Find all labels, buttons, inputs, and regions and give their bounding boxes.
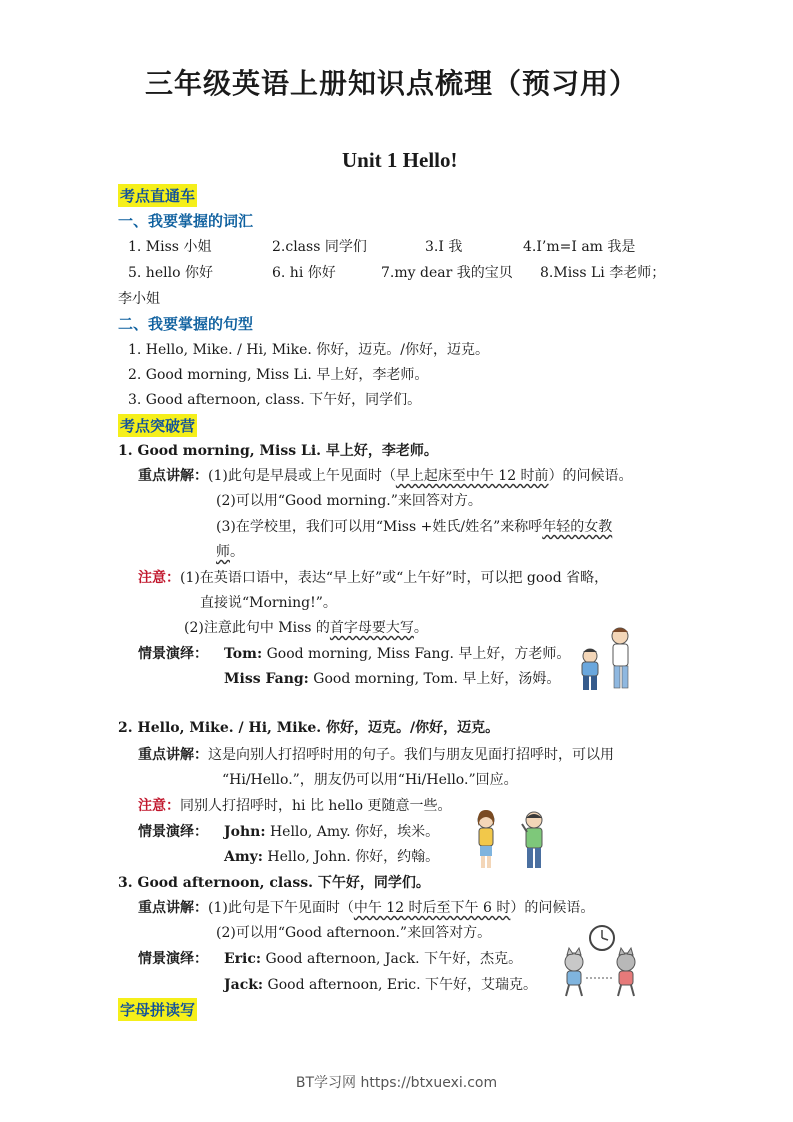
key-explanation: 重点讲解：(1)此句是下午见面时（中午 12 时后至下午 6 时）的问候语。 [138,900,595,916]
dialogue-line: Tom: Good morning, Miss Fang. 早上好，方老师。 [224,646,571,662]
key-explanation-line: (2)可以用“Good afternoon.”来回答对方。 [216,925,492,941]
scene-label: 情景演绎： [138,824,208,840]
vocab-item: 2.class 同学们 [272,239,367,255]
dialogue-line: Amy: Hello, John. 你好，约翰。 [224,849,440,865]
point-heading: 1. Good morning, Miss Li. 早上好，李老师。 [118,443,438,459]
point-heading: 3. Good afternoon, class. 下午好，同学们。 [118,875,430,891]
key-explanation-line: (2)可以用“Good morning.”来回答对方。 [216,493,482,509]
note: 注意：同别人打招呼时，hi 比 hello 更随意一些。 [138,798,452,814]
key-explanation-line: (3)在学校里，我们可以用“Miss +姓氏/姓名”来称呼年轻的女教 [216,519,613,535]
point-heading: 2. Hello, Mike. / Hi, Mike. 你好，迈克。/你好，迈克。 [118,720,500,736]
vocab-item: 3.I 我 [425,239,463,255]
sentence-heading: 二、我要掌握的句型 [118,315,254,333]
sentence-item: 1. Hello, Mike. / Hi, Mike. 你好，迈克。/你好，迈克。 [128,342,490,358]
key-label: 重点讲解： [138,468,208,484]
dialogue-line: Jack: Good afternoon, Eric. 下午好，艾瑞克。 [224,977,538,993]
note-line: (2)注意此句中 Miss 的首字母要大写。 [184,620,428,636]
footer-watermark: BT学习网 https://btxuexi.com [295,1075,498,1091]
section-badge-phonics: 字母拼读写 [118,998,197,1021]
key-label: 重点讲解： [138,747,208,763]
page-title: 三年级英语上册知识点梳理（预习用） [145,67,639,100]
vocab-heading: 一、我要掌握的词汇 [118,212,254,230]
scene-label: 情景演绎： [138,646,208,662]
section-badge-overview: 考点直通车 [118,184,197,207]
sentence-item: 2. Good morning, Miss Li. 早上好，李老师。 [128,367,429,383]
vocab-item: 4.I’m=I am 我是 [523,239,636,255]
teacher-student-illustration [570,622,642,694]
unit-title: Unit 1 Hello! [342,148,458,172]
dialogue-line: Miss Fang: Good morning, Tom. 早上好，汤姆。 [224,671,561,687]
vocab-item: 1. Miss 小姐 [128,239,212,255]
key-label: 重点讲解： [138,900,208,916]
children-greeting-illustration [470,808,555,870]
dialogue-line: Eric: Good afternoon, Jack. 下午好，杰克。 [224,951,523,967]
key-explanation-line: “Hi/Hello.”，朋友仍可以用“Hi/Hello.”回应。 [222,772,518,788]
key-explanation-line: 师。 [216,544,244,560]
vocab-item: 李小姐 [118,291,160,307]
sentence-item: 3. Good afternoon, class. 下午好，同学们。 [128,392,422,408]
section-badge-breakthrough: 考点突破营 [118,414,197,437]
scene-label: 情景演绎： [138,951,208,967]
note-label: 注意： [138,798,180,814]
note-label: 注意： [138,570,180,586]
vocab-item: 6. hi 你好 [272,265,336,281]
animals-clock-illustration [556,922,646,1000]
vocab-item: 8.Miss Li 李老师； [540,265,666,281]
note-line: 直接说“Morning!”。 [200,595,337,611]
dialogue-line: John: Hello, Amy. 你好，埃米。 [224,824,440,840]
note: 注意：(1)在英语口语中，表达“早上好”或“上午好”时，可以把 good 省略， [138,570,609,586]
vocab-item: 7.my dear 我的宝贝 [381,265,513,281]
key-explanation: 重点讲解：(1)此句是早晨或上午见面时（早上起床至中午 12 时前）的问候语。 [138,468,633,484]
vocab-item: 5. hello 你好 [128,265,213,281]
key-explanation: 重点讲解：这是向别人打招呼时用的句子。我们与朋友见面打招呼时，可以用 [138,747,614,763]
